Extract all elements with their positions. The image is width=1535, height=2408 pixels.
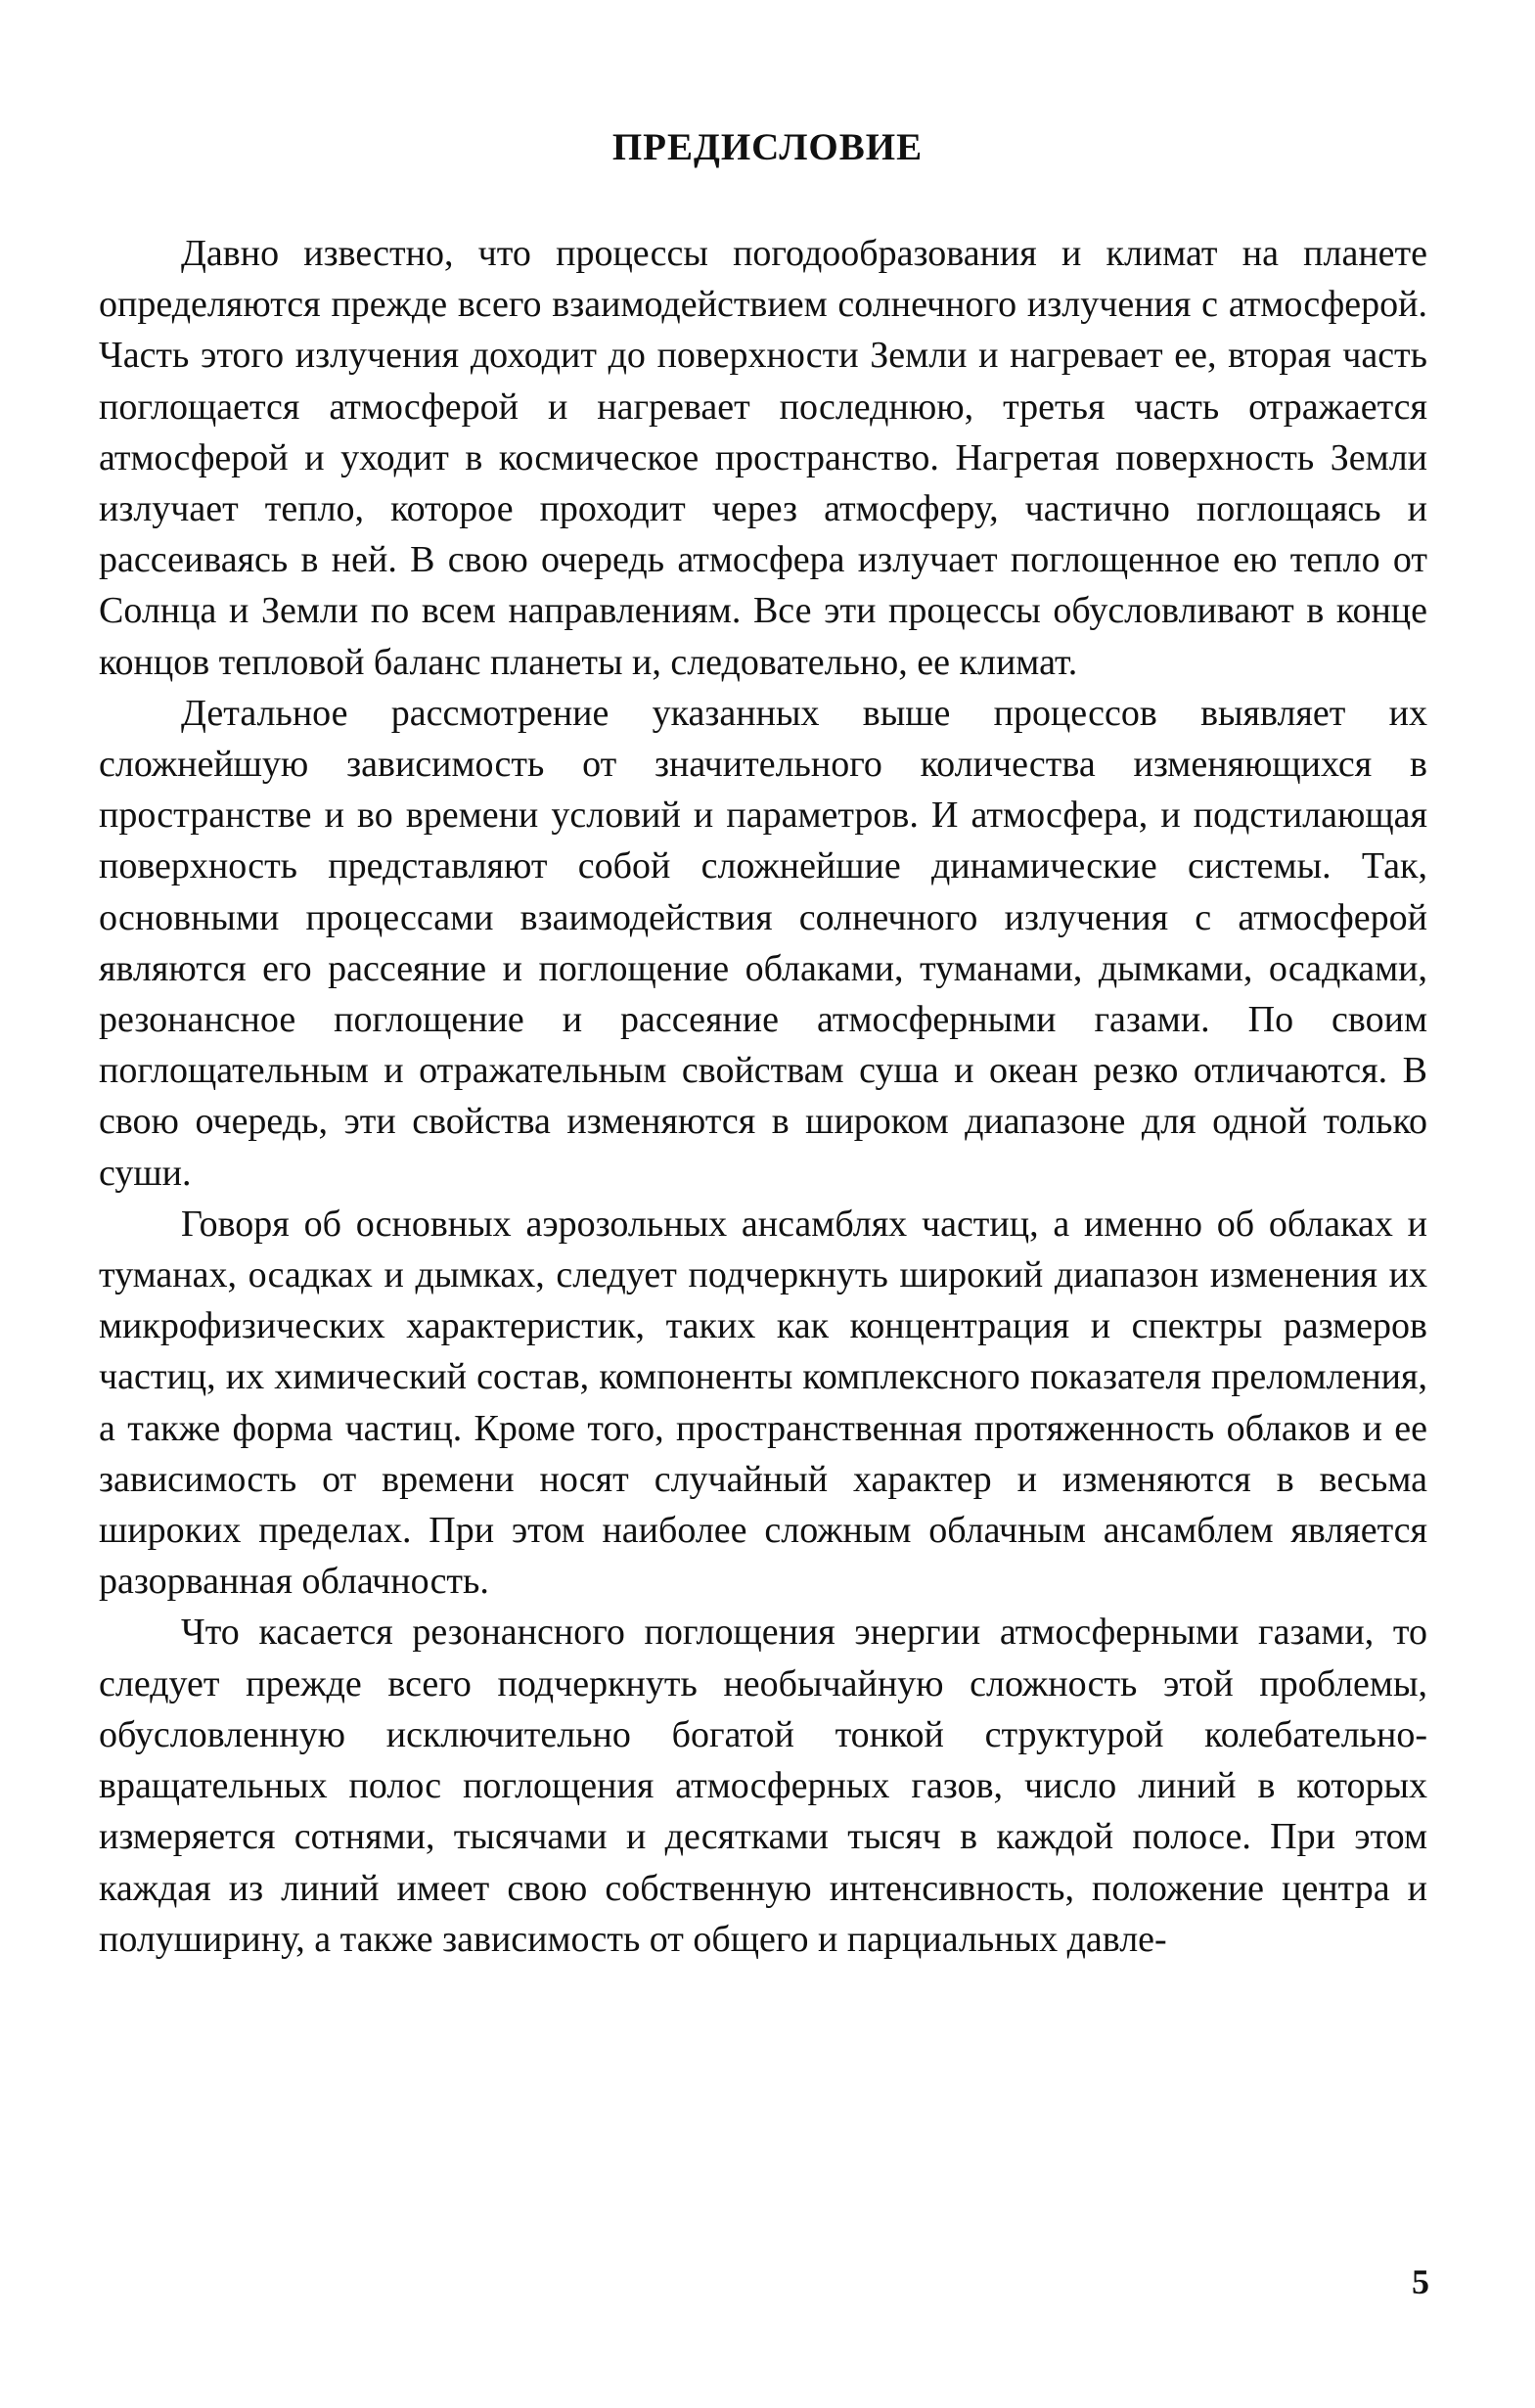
page-title: ПРЕДИСЛОВИЕ [611,126,924,168]
body-text [99,228,1427,1965]
paragraph-3: Говоря об основных аэрозольных ансамблях частиц, а именно об облаках и туманах, осадках и дымках, следует подчеркнуть широкий диапазон изменения их микрофизических характеристик, таких как концентрация и спектры размеров частиц, их химический состав, компоненты комплексного показателя преломления, а также форма частиц. Кроме того, пространственная протяженность облаков и ее зависимость от времени носят случайный характер и изменяются в весьма широких пределах. При этом наиболее сложным облачным ансамблем является разорванная облачность. [99,1203,1427,1603]
page-number: 5 [1412,2262,1429,2301]
paragraph-2: Детальное рассмотрение указанных выше процессов выявляет их сложнейшую зависимость от значительного количества изменяющихся в пространстве и во времени условий и параметров. И атмосфера, и подстилающая поверхность представляют собой сложнейшие динамические системы. Так, основными процессами взаимодействия солнечного излучения с атмосферой являются его рассеяние и поглощение облаками, туманами, дымками, осадками, резонансное поглощение и рассеяние атмосферными газами. По своим поглощательным и отражательным свойствам суша и океан резко отличаются. В свою очередь, эти свойства изменяются в широком диапазоне для одной только суши. [99,692,1427,1194]
paragraph-4: Что касается резонансного поглощения энергии атмосферными газами, то следует прежде всего подчеркнуть необычайную сложность этой проблемы, обусловленную исключительно богатой тонкой структурой колебательно-вращательных полос поглощения атмосферных газов, число линий в которых измеряется сотнями, тысячами и десятками тысяч в каждой полосе. При этом каждая из линий имеет свою собственную интенсивность, положение центра и полуширину, а также зависимость от общего и парциальных давле- [99,1612,1427,1960]
paragraph-1: Давно известно, что процессы погодообразования и климат на планете определяются прежде всего взаимодействием солнечного излучения с атмосферой. Часть этого излучения доходит до поверхности Земли и нагревает ее, вторая часть поглощается атмосферой и нагревает последнюю, третья часть отражается атмосферой и уходит в космическое пространство. Нагретая поверхность Земли излучает тепло, которое проходит через атмосферу, частично поглощаясь и рассеиваясь в ней. В свою очередь атмосфера излучает поглощенное ею тепло от Солнца и Земли по всем направлениям. Все эти процессы обусловливают в конце концов тепловой баланс планеты и, следовательно, ее климат. [99,233,1427,683]
